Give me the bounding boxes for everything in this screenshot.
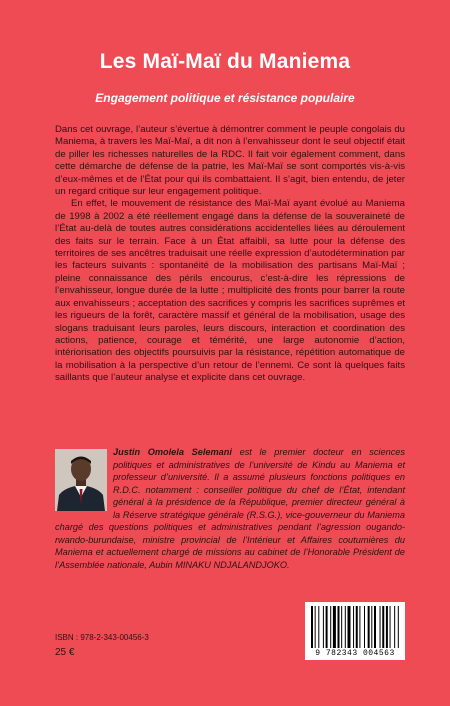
barcode-bar [386, 606, 388, 648]
barcode-bar [330, 606, 331, 648]
barcode [305, 602, 405, 660]
barcode-bar [374, 606, 376, 648]
barcode-bar [382, 606, 384, 648]
barcode-bar [398, 606, 399, 648]
barcode-bar [371, 606, 372, 648]
barcode-icon [311, 606, 399, 648]
barcode-bar [348, 606, 351, 648]
isbn: ISBN : 978-2-343-00456-3 [55, 633, 149, 642]
barcode-bar [341, 606, 342, 648]
book-subtitle: Engagement politique et résistance populaire [95, 91, 355, 105]
barcode-bar [338, 606, 340, 648]
barcode-bar [364, 606, 365, 648]
barcode-bar [368, 606, 370, 648]
barcode-bar [311, 606, 313, 648]
summary-text [55, 124, 405, 385]
summary-paragraph: Dans cet ouvrage, l’auteur s’évertue à démontrer comment le peuple congolais du Maniema, à travers les Maï-Maï, a dit non à l’envahisseur dont le seul objectif était de piller les richesses naturelles de la RDC. Il fait voir également comment, dans cette démarche de défense de la patrie, les Maï-Maï se sont comportés vis-à-vis d’eux-mêmes et de l’État pour qui ils combattaient. Il s’agit, bien entendu, de jeter un regard critique sur leur engagement politique. [55, 124, 405, 198]
barcode-bar [356, 606, 358, 648]
barcode-bar [333, 606, 336, 648]
author-bio-text: est le premier docteur en sciences politiques et administratives de l’université de Kindu au Maniema et professeur d’université. Il a assumé plusieurs fonctions politiques en R.D.C. notamment : conseiller politique du chef de l’État, intendant général à la présidence de la République, premier directeur général à la Réserve stratégique générale (R.S.G.), vice-gouverneur du Maniema chargé des questions politiques et administratives pendant l’agression ougando-rwando-burundaise, ministre provincial de l’Intérieur et Affaires coutumières du Maniema et actuellement chargé de missions au cabinet de l’Honorable Président de l’Assemblée nationale, Aubin MINAKU NDJALANDJOKO. [55, 447, 405, 570]
barcode-bar [359, 606, 360, 648]
barcode-bar [345, 606, 346, 648]
barcode-bar [394, 606, 395, 648]
barcode-bar [318, 606, 319, 648]
book-title: Les Maï-Maï du Maniema [99, 50, 351, 73]
barcode-bar [353, 606, 354, 648]
author-name: Justin Omolela Selemani [113, 447, 232, 457]
price: 25 € [55, 647, 75, 658]
barcode-number: 9 782343 004563 [315, 649, 395, 658]
barcode-bar [390, 606, 391, 648]
barcode-bar [323, 606, 324, 648]
barcode-bar [315, 606, 316, 648]
barcode-bar [326, 606, 328, 648]
summary-paragraph: En effet, le mouvement de résistance des Maï-Maï ayant évolué au Maniema de 1998 à 2002 a été réellement engagé dans la défense de la souveraineté de l’État au-delà de toutes autres considérations accidentelles liées au déroulement des faits sur le terrain. Face à un État affaibli, sa lutte pour la défense des territoires de ses ancêtres traduisait une réelle expression d’autodétermination par les facteurs suivants : spontanéité de la mobilisation des partisans Maï-Maï ; pleine connaissance des périls encourus, c’est-à-dire les répressions de l’envahisseur, longue durée de la lutte ; multiplicité des fronts pour barrer la route aux envahisseurs ; acceptation des sacrifices y compris les sacrifices suprêmes et les rigueurs de la forêt, caractère massif et général de la mobilisation, usage des slogans traduisant leurs paroles, leurs discours, interaction et coordination des actions, patience, courage et témérité, une large autonomie d’action, intériorisation des objectifs poursuivis par la résistance, répétition automatique de la mobilisation à la perspective d’un retour de l’ennemi. Ce sont là quelques faits saillants que l’auteur analyse et explicite dans cet ouvrage. [55, 198, 405, 384]
barcode-bar [380, 606, 381, 648]
author-bio [55, 446, 405, 571]
